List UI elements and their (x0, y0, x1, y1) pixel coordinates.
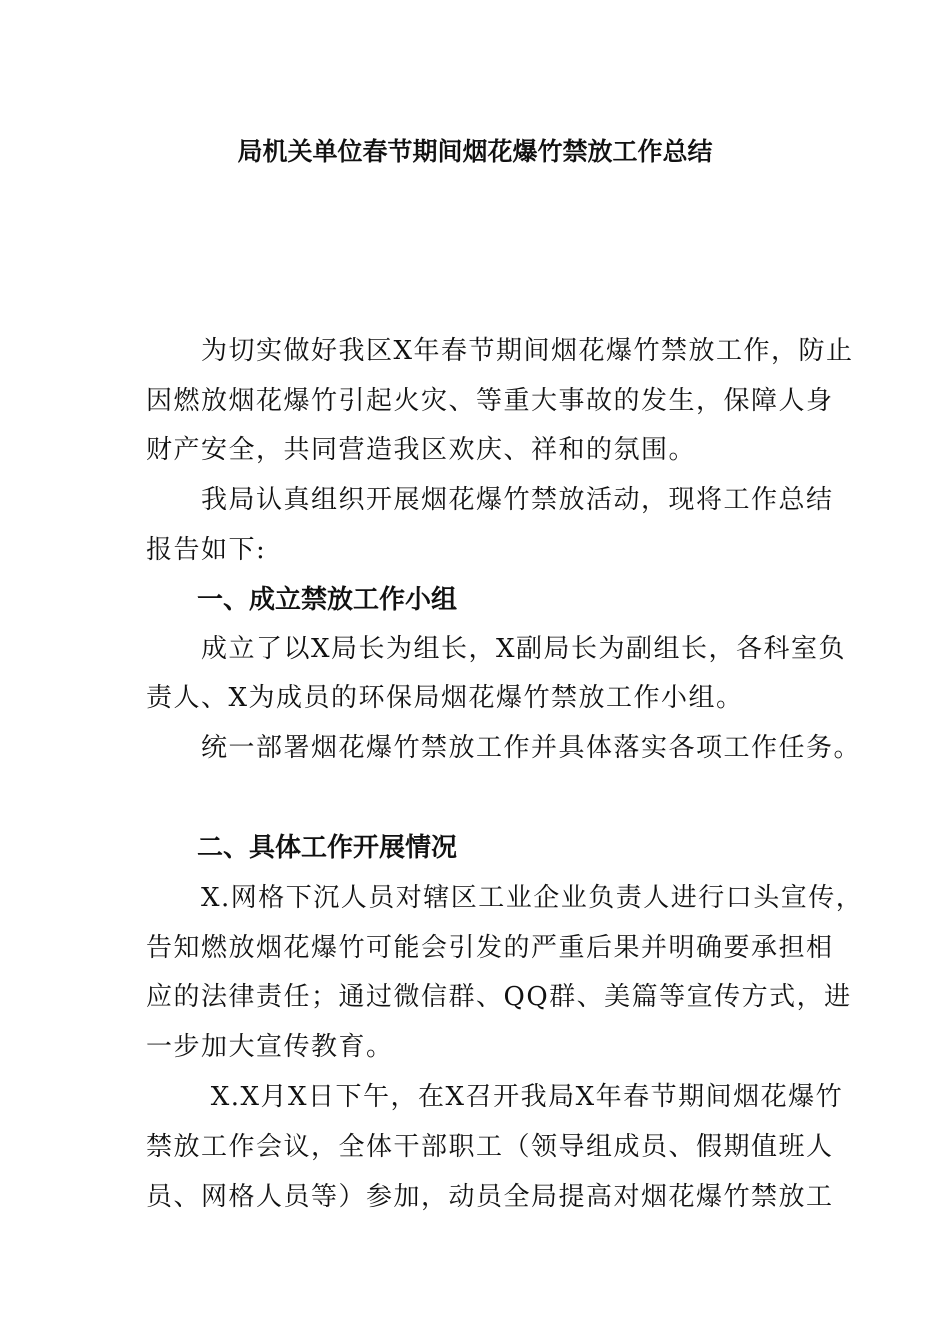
section-heading-1: 一、成立禁放工作小组 (197, 585, 458, 615)
paragraph-line: 应的法律责任；通过微信群、QQ群、美篇等宣传方式，进 (146, 982, 852, 1012)
paragraph-line: 我局认真组织开展烟花爆竹禁放活动，现将工作总结 (146, 485, 834, 515)
paragraph-line: 告知燃放烟花爆竹可能会引发的严重后果并明确要承担相 (146, 933, 834, 963)
paragraph-line: 统一部署烟花爆竹禁放工作并具体落实各项工作任务。 (146, 733, 862, 763)
paragraph-line: 为切实做好我区X年春节期间烟花爆竹禁放工作，防止 (146, 336, 854, 366)
paragraph-line: 一步加大宣传教育。 (146, 1032, 394, 1062)
paragraph-line: 责人、X为成员的环保局烟花爆竹禁放工作小组。 (146, 683, 744, 713)
paragraph-line: 员、网格人员等）参加，动员全局提高对烟花爆竹禁放工 (146, 1182, 834, 1212)
section-heading-2: 二、具体工作开展情况 (197, 833, 458, 863)
paragraph-line: 报告如下: (146, 535, 267, 565)
paragraph-line: 因燃放烟花爆竹引起火灾、等重大事故的发生，保障人身 (146, 386, 834, 416)
paragraph-line: 财产安全，共同营造我区欢庆、祥和的氛围。 (146, 435, 697, 465)
paragraph-line: 成立了以X局长为组长，X副局长为副组长，各科室负 (146, 634, 847, 664)
paragraph-line: X.网格下沉人员对辖区工业企业负责人进行口头宣传， (146, 883, 864, 913)
document-title: 局机关单位春节期间烟花爆竹禁放工作总结 (237, 137, 713, 166)
paragraph-line: 禁放工作会议，全体干部职工（领导组成员、假期值班人 (146, 1132, 834, 1162)
paragraph-line: X.X月X日下午，在X召开我局X年春节期间烟花爆竹 (146, 1082, 844, 1112)
